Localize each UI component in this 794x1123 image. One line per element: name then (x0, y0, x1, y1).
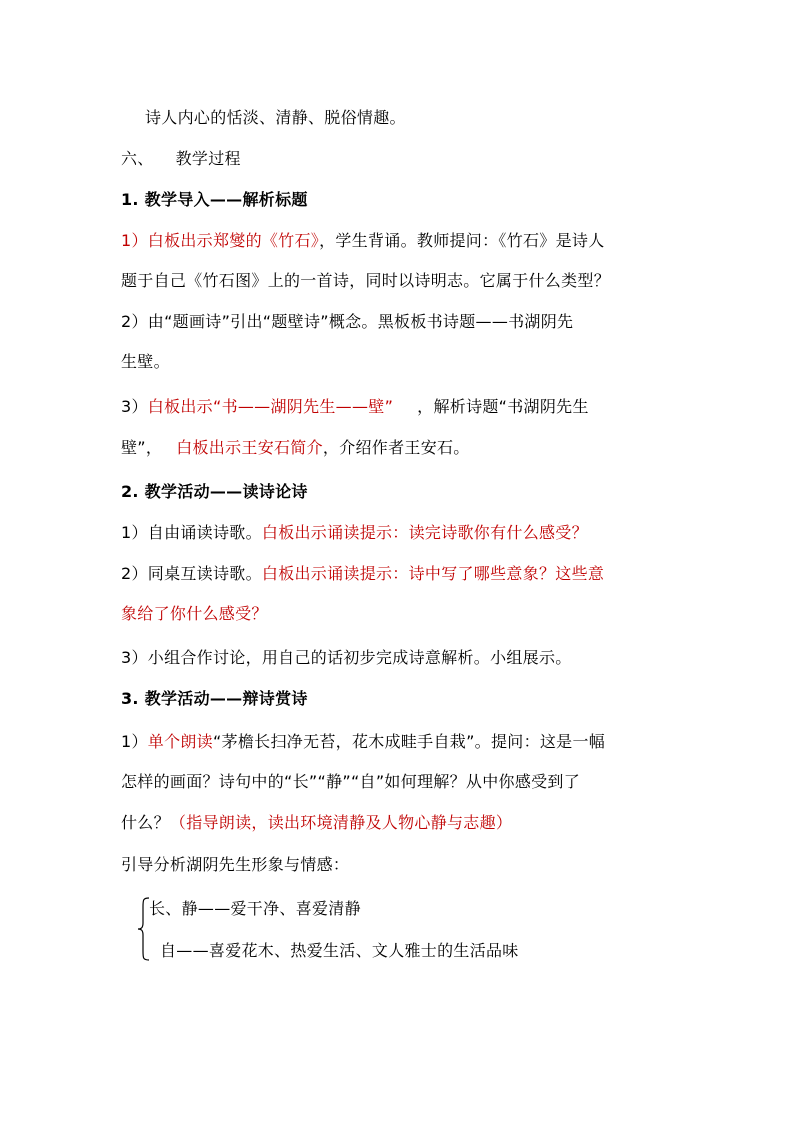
section-number: 六、 (121, 149, 154, 168)
highlight-hint-1: 白板出示诵读提示：读完诗歌你有什么感受？ (261, 523, 588, 542)
para-3-line-1 (121, 397, 589, 417)
subheading-3-text: 3. 教学活动——辩诗赏诗 (121, 689, 308, 708)
text-poem-lines: “茅檐长扫净无苔，花木成畦手自栽”。提问：这是一幅 (212, 732, 606, 751)
section-heading-6 (121, 149, 241, 169)
text-group-discuss: 3）小组合作讨论，用自己的话初步完成诗意解析。小组展示。 (121, 648, 572, 667)
subheading-2-text: 2. 教学活动——读诗论诗 (121, 482, 308, 501)
text-poem-type: 题于自己《竹石图》上的一首诗，同时以诗明志。它属于什么类型？ (121, 271, 611, 290)
para-1-line-2 (121, 271, 610, 291)
text-tibi-end: 生壁。 (121, 352, 170, 371)
para-3-line-2 (121, 438, 470, 458)
text-chang-jing: 长、静——爱干净、喜爱清静 (149, 899, 361, 918)
para-1-line-1 (121, 231, 605, 251)
subheading-1-text: 1. 教学导入——解析标题 (121, 190, 308, 209)
text-author: ，介绍作者王安石。 (322, 438, 470, 457)
activity-3 (121, 648, 572, 668)
item-number-1: 1） (121, 732, 148, 751)
text-recite: ，学生背诵。教师提问：《竹石》是诗人 (319, 231, 605, 250)
brace-item-2 (160, 941, 519, 961)
para-2-line-1 (121, 312, 573, 332)
highlight-single-read: 单个朗读 (147, 732, 213, 751)
para-2-line-2 (121, 352, 170, 372)
text-guide-analysis: 引导分析湖阴先生形象与情感： (121, 855, 350, 874)
subheading-2 (121, 482, 308, 502)
appreciate-line-1 (121, 732, 605, 752)
text-bi: 壁”， (121, 438, 163, 457)
highlight-author-bio: 白板出示王安石简介 (176, 438, 323, 457)
text-zi: 自——喜爱花木、热爱生活、文人雅士的生活品味 (160, 941, 519, 960)
text-conclusion: 诗人内心的恬淡、清静、脱俗情趣。 (145, 108, 406, 127)
text-free-read: 1）自由诵读诗歌。 (121, 523, 262, 542)
item-number-3: 3） (121, 397, 148, 416)
highlight-hint-2: 白板出示诵读提示：诗中写了哪些意象？这些意 (261, 564, 605, 583)
guide-analysis (121, 855, 349, 875)
highlight-hint-2-end: 象给了你什么感受？ (121, 604, 268, 623)
highlight-whiteboard-zhushi: 1）白板出示郑燮的《竹石》 (121, 231, 320, 250)
subheading-3 (121, 689, 308, 709)
text-what: 什么？ (121, 813, 170, 832)
appreciate-line-3 (121, 813, 512, 833)
appreciate-line-2 (121, 772, 580, 792)
subheading-1 (121, 190, 308, 210)
activity-1 (121, 523, 588, 543)
activity-2-line-2 (121, 604, 268, 624)
activity-2-line-1 (121, 564, 604, 584)
para-conclusion (145, 108, 406, 128)
highlight-guide-read: （指导朗读，读出环境清静及人物心静与志趣） (169, 813, 513, 832)
brace-item-1 (149, 899, 361, 919)
text-pair-read: 2）同桌互读诗歌。 (121, 564, 262, 583)
text-question: 怎样的画面？诗句中的“长”“静”“自”如何理解？从中你感受到了 (121, 772, 581, 791)
highlight-title-parts: 白板出示“书——湖阴先生——壁” (147, 397, 394, 416)
text-parse-title: ，解析诗题“书湖阴先生 (417, 397, 589, 416)
text-tibi: 2）由“题画诗”引出“题壁诗”概念。黑板板书诗题——书湖阴先 (121, 312, 574, 331)
section-title: 教学过程 (175, 149, 241, 168)
